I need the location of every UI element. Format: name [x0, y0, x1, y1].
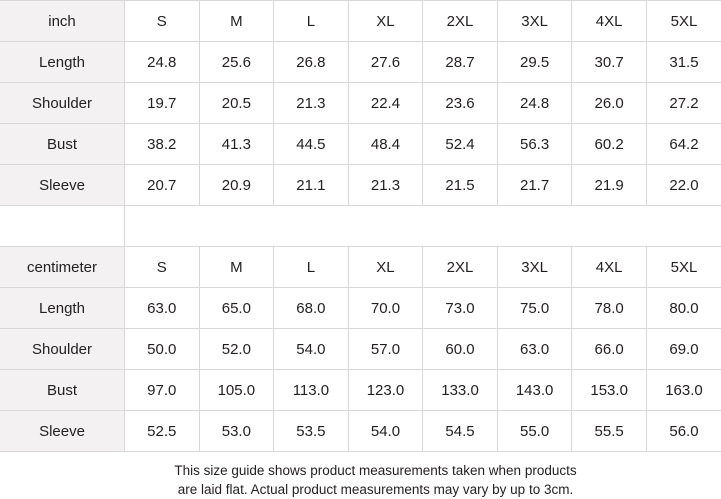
cell-value: 21.7 [497, 165, 572, 206]
column-header-size: 4XL [572, 1, 647, 42]
cell-value: 21.3 [348, 165, 423, 206]
cell-value: 55.5 [572, 411, 647, 452]
cell-value: 44.5 [274, 124, 349, 165]
table-separator [0, 206, 721, 246]
cell-value: 21.9 [572, 165, 647, 206]
cell-value: 41.3 [199, 124, 274, 165]
row-label: Length [0, 42, 125, 83]
column-header-size: 3XL [497, 247, 572, 288]
row-label: Bust [0, 124, 125, 165]
column-header-size: L [274, 1, 349, 42]
row-label: Sleeve [0, 165, 125, 206]
column-header-size: 2XL [423, 1, 498, 42]
column-header-size: S [125, 247, 200, 288]
cell-value: 60.2 [572, 124, 647, 165]
table-row [0, 329, 721, 370]
cell-value: 143.0 [497, 370, 572, 411]
column-header-size: 4XL [572, 247, 647, 288]
table-header-row [0, 247, 721, 288]
cell-value: 56.3 [497, 124, 572, 165]
cell-value: 75.0 [497, 288, 572, 329]
column-header-size: 5XL [646, 247, 721, 288]
cell-value: 25.6 [199, 42, 274, 83]
cell-value: 22.0 [646, 165, 721, 206]
cell-value: 20.5 [199, 83, 274, 124]
table-row [0, 165, 721, 206]
note-line-1: This size guide shows product measurements taken when products [174, 463, 577, 478]
column-header-size: XL [348, 247, 423, 288]
cell-value: 19.7 [125, 83, 200, 124]
cell-value: 55.0 [497, 411, 572, 452]
cell-value: 123.0 [348, 370, 423, 411]
separator-left [0, 206, 124, 246]
cell-value: 78.0 [572, 288, 647, 329]
cell-value: 30.7 [572, 42, 647, 83]
cell-value: 54.5 [423, 411, 498, 452]
row-label: Length [0, 288, 125, 329]
table-row [0, 42, 721, 83]
cell-value: 27.6 [348, 42, 423, 83]
cell-value: 60.0 [423, 329, 498, 370]
cell-value: 38.2 [125, 124, 200, 165]
cell-value: 63.0 [497, 329, 572, 370]
table-header-row [0, 1, 721, 42]
row-label: Shoulder [0, 329, 125, 370]
cell-value: 24.8 [497, 83, 572, 124]
size-table-centimeter [0, 246, 721, 452]
cell-value: 68.0 [274, 288, 349, 329]
cell-value: 52.0 [199, 329, 274, 370]
cell-value: 50.0 [125, 329, 200, 370]
cell-value: 21.5 [423, 165, 498, 206]
cell-value: 48.4 [348, 124, 423, 165]
size-table-inch [0, 0, 721, 206]
cell-value: 133.0 [423, 370, 498, 411]
cell-value: 29.5 [497, 42, 572, 83]
cell-value: 163.0 [646, 370, 721, 411]
cell-value: 23.6 [423, 83, 498, 124]
cell-value: 21.3 [274, 83, 349, 124]
cell-value: 66.0 [572, 329, 647, 370]
cell-value: 70.0 [348, 288, 423, 329]
cell-value: 26.8 [274, 42, 349, 83]
cell-value: 31.5 [646, 42, 721, 83]
cell-value: 105.0 [199, 370, 274, 411]
cell-value: 97.0 [125, 370, 200, 411]
cell-value: 57.0 [348, 329, 423, 370]
table-row [0, 411, 721, 452]
unit-label-inch: inch [0, 1, 125, 42]
cell-value: 54.0 [348, 411, 423, 452]
cell-value: 56.0 [646, 411, 721, 452]
column-header-size: M [199, 1, 274, 42]
table-row [0, 124, 721, 165]
column-header-size: S [125, 1, 200, 42]
row-label: Sleeve [0, 411, 125, 452]
cell-value: 53.5 [274, 411, 349, 452]
table-row [0, 370, 721, 411]
cell-value: 26.0 [572, 83, 647, 124]
cell-value: 69.0 [646, 329, 721, 370]
cell-value: 52.4 [423, 124, 498, 165]
row-label: Bust [0, 370, 125, 411]
cell-value: 20.7 [125, 165, 200, 206]
cell-value: 28.7 [423, 42, 498, 83]
note-line-2: are laid flat. Actual product measurements may vary by up to 3cm. [177, 482, 574, 497]
cell-value: 22.4 [348, 83, 423, 124]
cell-value: 80.0 [646, 288, 721, 329]
cell-value: 20.9 [199, 165, 274, 206]
cell-value: 153.0 [572, 370, 647, 411]
column-header-size: XL [348, 1, 423, 42]
separator-right [124, 206, 720, 246]
cell-value: 64.2 [646, 124, 721, 165]
table-row [0, 83, 721, 124]
column-header-size: M [199, 247, 274, 288]
cell-value: 21.1 [274, 165, 349, 206]
row-label: Shoulder [0, 83, 125, 124]
cell-value: 73.0 [423, 288, 498, 329]
cell-value: 53.0 [199, 411, 274, 452]
unit-label-centimeter: centimeter [0, 247, 125, 288]
cell-value: 54.0 [274, 329, 349, 370]
column-header-size: L [274, 247, 349, 288]
cell-value: 24.8 [125, 42, 200, 83]
cell-value: 65.0 [199, 288, 274, 329]
size-guide-note [0, 452, 721, 499]
column-header-size: 2XL [423, 247, 498, 288]
cell-value: 52.5 [125, 411, 200, 452]
cell-value: 27.2 [646, 83, 721, 124]
cell-value: 113.0 [274, 370, 349, 411]
cell-value: 63.0 [125, 288, 200, 329]
column-header-size: 3XL [497, 1, 572, 42]
column-header-size: 5XL [646, 1, 721, 42]
table-row [0, 288, 721, 329]
